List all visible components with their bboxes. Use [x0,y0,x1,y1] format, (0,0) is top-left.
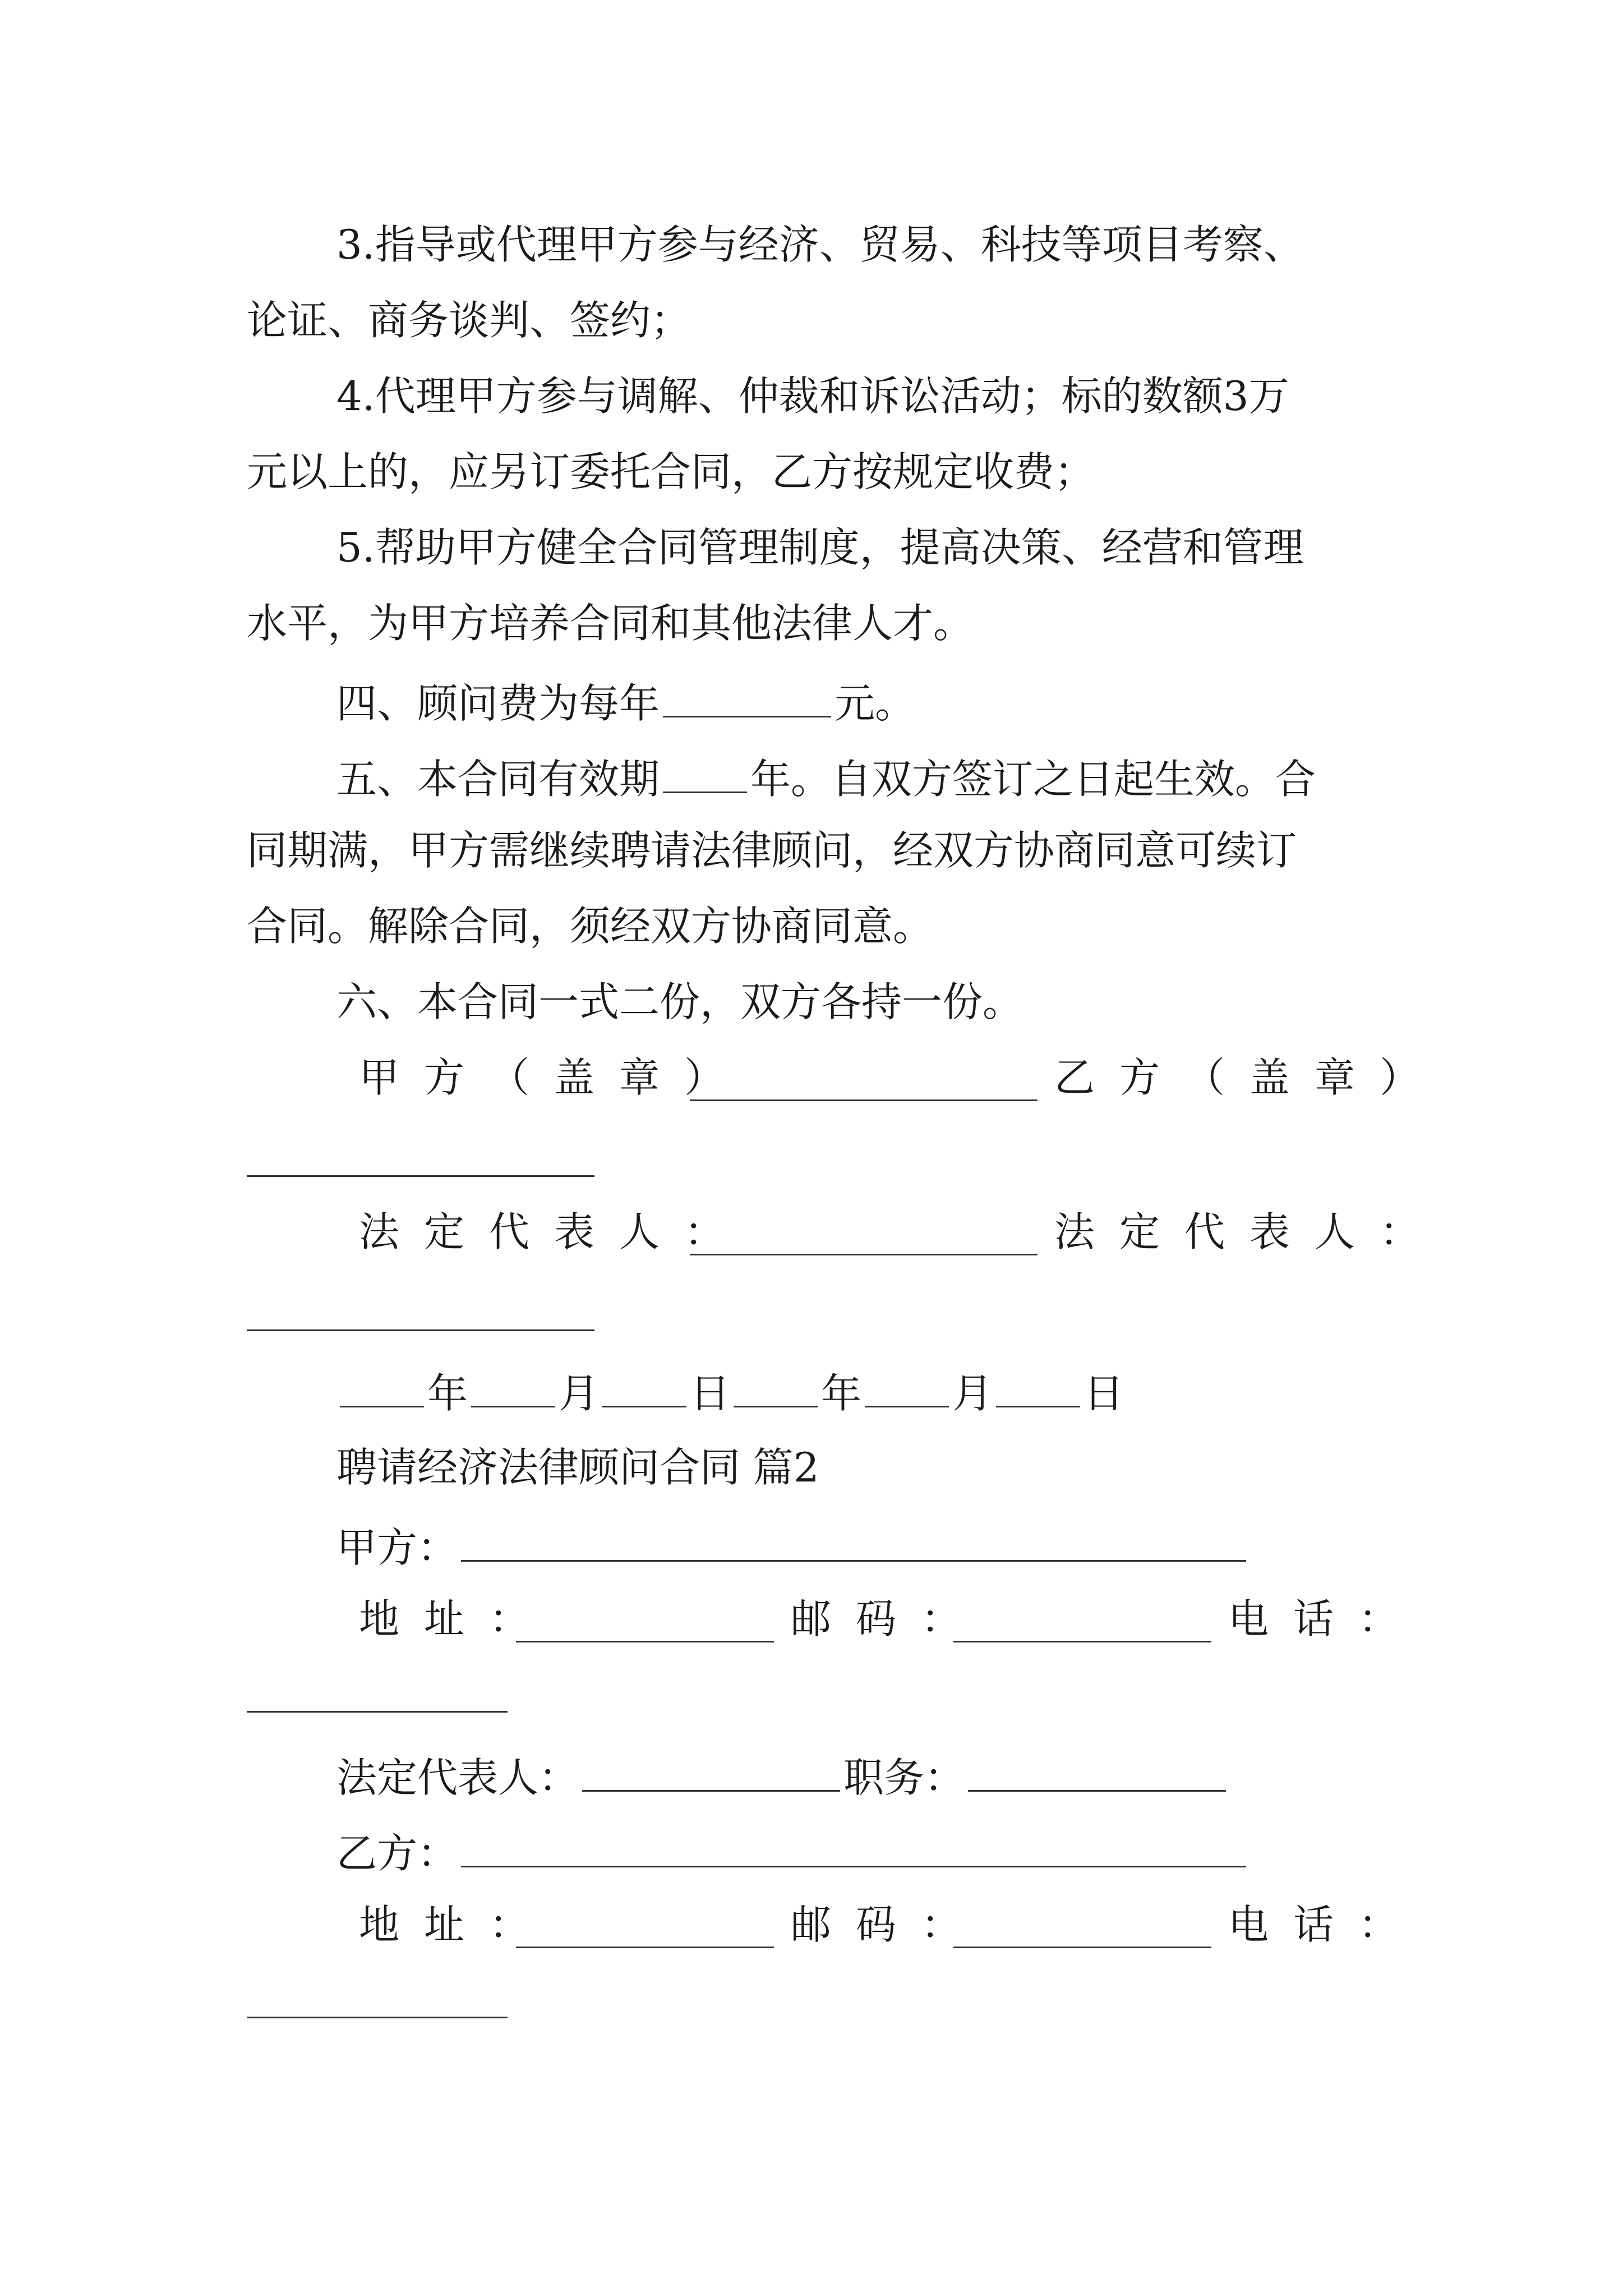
date-b-year-label: 年 [821,1370,862,1417]
position-blank[interactable] [968,1753,1226,1792]
phone-a-label: 电话： [1228,1595,1424,1642]
phone-b-line[interactable] [247,2017,508,2018]
date-a-year-label: 年 [427,1370,468,1417]
term-clause-line-3: 合同。解除合同，须经双方协商同意。 [247,903,934,950]
phone-b-label: 电话： [1228,1901,1424,1948]
item-5-line-2: 水平，为甲方培养合同和其他法律人才。 [247,600,974,647]
address-b-line[interactable] [516,1947,774,1948]
party-a-blank[interactable] [461,1523,1246,1562]
address-a-label: 地址： [359,1595,555,1642]
fee-suffix: 元。 [834,680,916,727]
date-b-month-blank[interactable] [865,1369,949,1407]
fee-clause [336,679,916,727]
legal-rep-a-label: 法定代表人： [359,1208,750,1255]
party-b-seal-line[interactable] [247,1175,594,1177]
party-a-seal-line[interactable] [690,1099,1038,1101]
postcode-a-label: 邮码： [791,1595,986,1642]
item-4-line-1: 4.代理甲方参与调解、仲裁和诉讼活动；标的数额3万 [336,372,1289,420]
party-a-seal-label: 甲方（盖章） [359,1054,750,1101]
item-3-line-2: 论证、商务谈判、签约； [247,297,691,344]
position-label: 职务： [843,1754,965,1801]
phone-a-line[interactable] [247,1711,508,1713]
address-a-line[interactable] [516,1641,774,1642]
fee-blank[interactable] [663,679,831,717]
party-b-seal-label: 乙方（盖章） [1054,1054,1445,1101]
date-a-month-label: 月 [559,1370,600,1417]
party-a-label: 甲方： [336,1524,458,1571]
signing-dates [336,1369,1124,1417]
fee-prefix: 四、顾问费为每年 [336,680,660,727]
item-4-line-2: 元以上的，应另订委托合同，乙方按规定收费； [247,448,1095,495]
term-suffix: 年。自双方签订之日起生效。合 [750,756,1316,803]
date-a-year-blank[interactable] [340,1369,424,1407]
legal-rep-blank[interactable] [582,1753,840,1792]
date-b-day-blank[interactable] [996,1369,1080,1407]
legal-rep-label: 法定代表人： [336,1754,579,1801]
item-5-line-1: 5.帮助甲方健全合同管理制度，提高决策、经营和管理 [336,524,1304,571]
section-title: 聘请经济法律顾问合同 篇2 [336,1444,819,1491]
address-b-label: 地址： [359,1901,555,1948]
date-a-day-label: 日 [690,1370,731,1417]
item-3-line-1: 3.指导或代理甲方参与经济、贸易、科技等项目考察、 [336,221,1304,268]
term-years-blank[interactable] [663,754,747,793]
postcode-a-line[interactable] [953,1641,1211,1642]
party-b-blank[interactable] [461,1829,1246,1867]
postcode-b-label: 邮码： [791,1901,986,1948]
party-a-field [336,1523,1249,1571]
legal-rep-a-line[interactable] [690,1254,1038,1255]
date-b-day-label: 日 [1083,1370,1124,1417]
legal-rep-field [336,1753,1229,1801]
term-prefix: 五、本合同有效期 [336,756,660,803]
party-b-label: 乙方： [336,1830,458,1877]
term-clause-line-1 [336,754,1316,803]
date-a-day-blank[interactable] [602,1369,686,1407]
party-b-field [336,1829,1249,1877]
date-b-year-blank[interactable] [734,1369,818,1407]
copies-clause: 六、本合同一式二份，双方各持一份。 [336,978,1023,1025]
date-b-month-label: 月 [952,1370,993,1417]
date-a-month-blank[interactable] [471,1369,555,1407]
legal-rep-b-line[interactable] [247,1329,594,1331]
postcode-b-line[interactable] [953,1947,1211,1948]
legal-rep-b-label: 法定代表人： [1054,1208,1445,1255]
term-clause-line-2: 同期满，甲方需继续聘请法律顾问，经双方协商同意可续订 [247,827,1297,874]
